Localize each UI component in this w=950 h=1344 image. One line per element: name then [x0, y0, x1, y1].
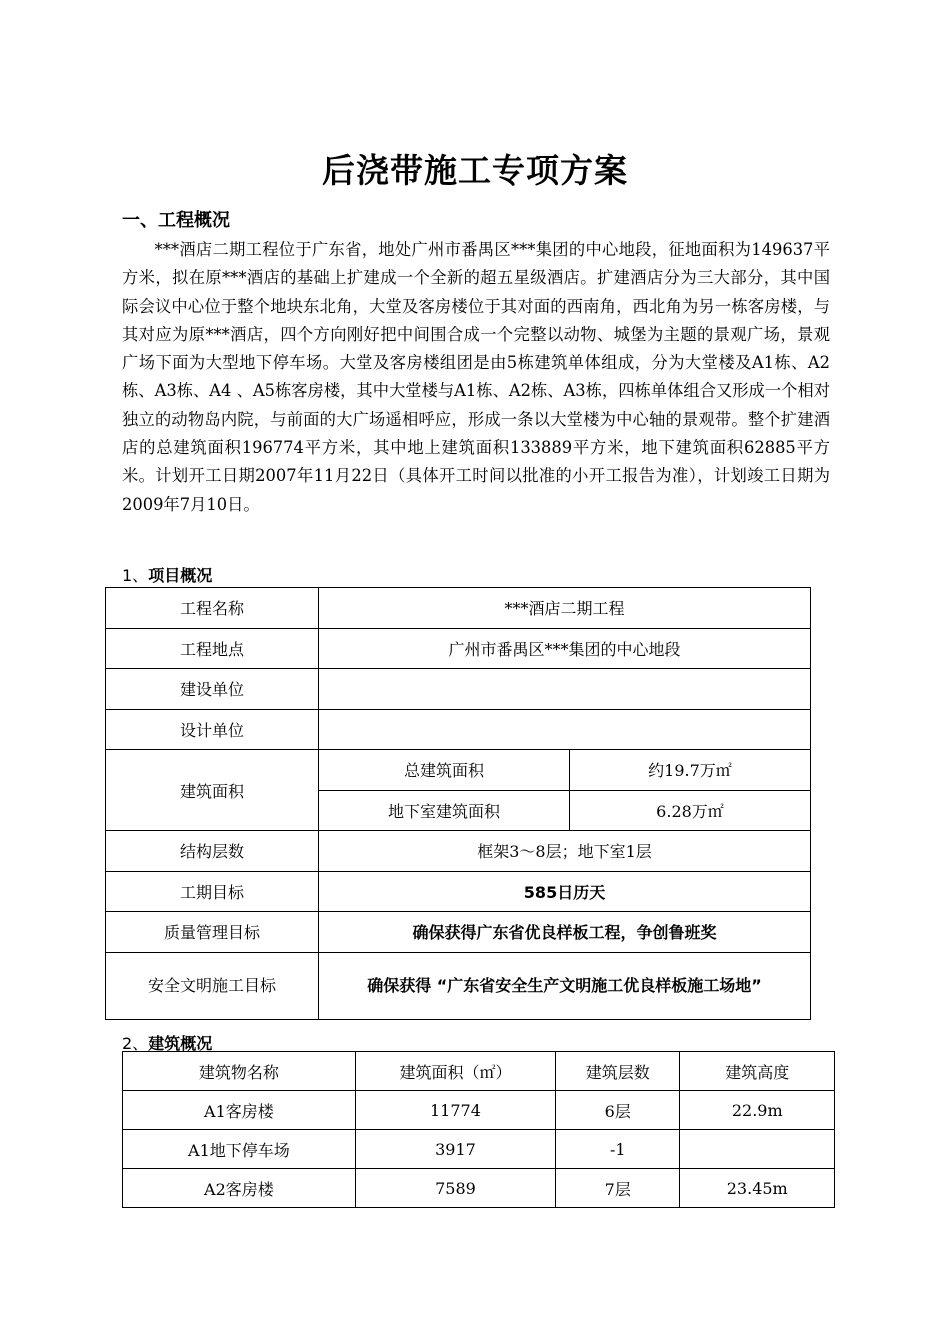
- table-cell: 6层: [556, 1091, 680, 1130]
- table-cell: -1: [556, 1130, 680, 1169]
- table-row: [106, 750, 811, 791]
- header-cell: 建筑层数: [556, 1052, 680, 1091]
- value-cell: 广州市番禺区***集团的中心地段: [319, 628, 811, 669]
- table-row: [106, 588, 811, 629]
- value-cell: 确保获得广东省优良样板工程，争创鲁班奖: [319, 912, 811, 953]
- table-cell: 11774: [355, 1091, 555, 1130]
- table-row: [106, 952, 811, 1019]
- building-overview-table: [122, 1051, 835, 1208]
- table-cell: 22.9m: [680, 1091, 835, 1130]
- value-cell: 确保获得 “广东省安全生产文明施工优良样板施工场地”: [319, 952, 811, 1019]
- table-cell: A1地下停车场: [123, 1130, 356, 1169]
- subheading-text: 项目概况: [148, 566, 213, 585]
- value-cell: 框架3～8层；地下室1层: [319, 831, 811, 872]
- label-cell: 建筑面积: [106, 750, 319, 831]
- label-cell: 安全文明施工目标: [106, 952, 319, 1019]
- table-row: [123, 1091, 835, 1130]
- table-row: [106, 628, 811, 669]
- subheading-text: 建筑概况: [148, 1034, 213, 1053]
- header-cell: 建筑面积（㎡）: [355, 1052, 555, 1091]
- section-heading-project-overview: 一、工程概况: [122, 210, 230, 231]
- table-row: [123, 1169, 835, 1208]
- value-cell: ***酒店二期工程: [319, 588, 811, 629]
- table-row: [106, 871, 811, 912]
- table-row: [106, 669, 811, 710]
- document-title: 后浇带施工专项方案: [322, 151, 628, 190]
- label-cell: 建设单位: [106, 669, 319, 710]
- subheading-project-overview: [122, 563, 212, 586]
- label-cell: 设计单位: [106, 709, 319, 750]
- table-row: [106, 831, 811, 872]
- value-cell: [319, 669, 811, 710]
- label-cell: 工程名称: [106, 588, 319, 629]
- table-cell: A1客房楼: [123, 1091, 356, 1130]
- table-cell: [680, 1130, 835, 1169]
- table-cell: 3917: [355, 1130, 555, 1169]
- subheading-number: 1、: [122, 566, 149, 585]
- label-cell: 工期目标: [106, 871, 319, 912]
- table-row: [106, 912, 811, 953]
- value-cell: 585日历天: [319, 871, 811, 912]
- header-cell: 建筑物名称: [123, 1052, 356, 1091]
- sublabel-cell: 地下室建筑面积: [319, 790, 570, 831]
- label-cell: 结构层数: [106, 831, 319, 872]
- table-header-row: [123, 1052, 835, 1091]
- overview-paragraph: ***酒店二期工程位于广东省，地处广州市番禺区***集团的中心地段，征地面积为149637平方米，拟在原***酒店的基础上扩建成一个全新的超五星级酒店。扩建酒店分为三大部分，其中国际会议中心位于整个地块东北角，大堂及客房楼位于其对面的西南角，西北角为另一栋客房楼，与其对应为原***酒店，四个方向刚好把中间围合成一个完整以动物、城堡为主题的景观广场，景观广场下面为大型地下停车场。大堂及客房楼组团是由5栋建筑单体组成，分为大堂楼及A1栋、A2栋、A3栋、A4 、A5栋客房楼，其中大堂楼与A1栋、A2栋、A3栋，四栋单体组合又形成一个相对独立的动物岛内院，与前面的大广场遥相呼应，形成一条以大堂楼为中心轴的景观带。整个扩建酒店的总建筑面积196774平方米，其中地上建筑面积133889平方米，地下建筑面积62885平方米。计划开工日期2007年11月22日（具体开工时间以批准的小开工报告为准），计划竣工日期为2009年7月10日。: [122, 240, 830, 514]
- sublabel-cell: 总建筑面积: [319, 750, 570, 791]
- table-cell: 7层: [556, 1169, 680, 1208]
- value-cell: 6.28万㎡: [570, 790, 811, 831]
- header-cell: 建筑高度: [680, 1052, 835, 1091]
- label-cell: 质量管理目标: [106, 912, 319, 953]
- table-row: [106, 709, 811, 750]
- subheading-number: 2、: [122, 1034, 149, 1053]
- table-row: [123, 1130, 835, 1169]
- table-cell: 7589: [355, 1169, 555, 1208]
- table-cell: A2客房楼: [123, 1169, 356, 1208]
- label-cell: 工程地点: [106, 628, 319, 669]
- project-overview-table: [105, 587, 811, 1020]
- value-cell: 约19.7万㎡: [570, 750, 811, 791]
- value-cell: [319, 709, 811, 750]
- table-cell: 23.45m: [680, 1169, 835, 1208]
